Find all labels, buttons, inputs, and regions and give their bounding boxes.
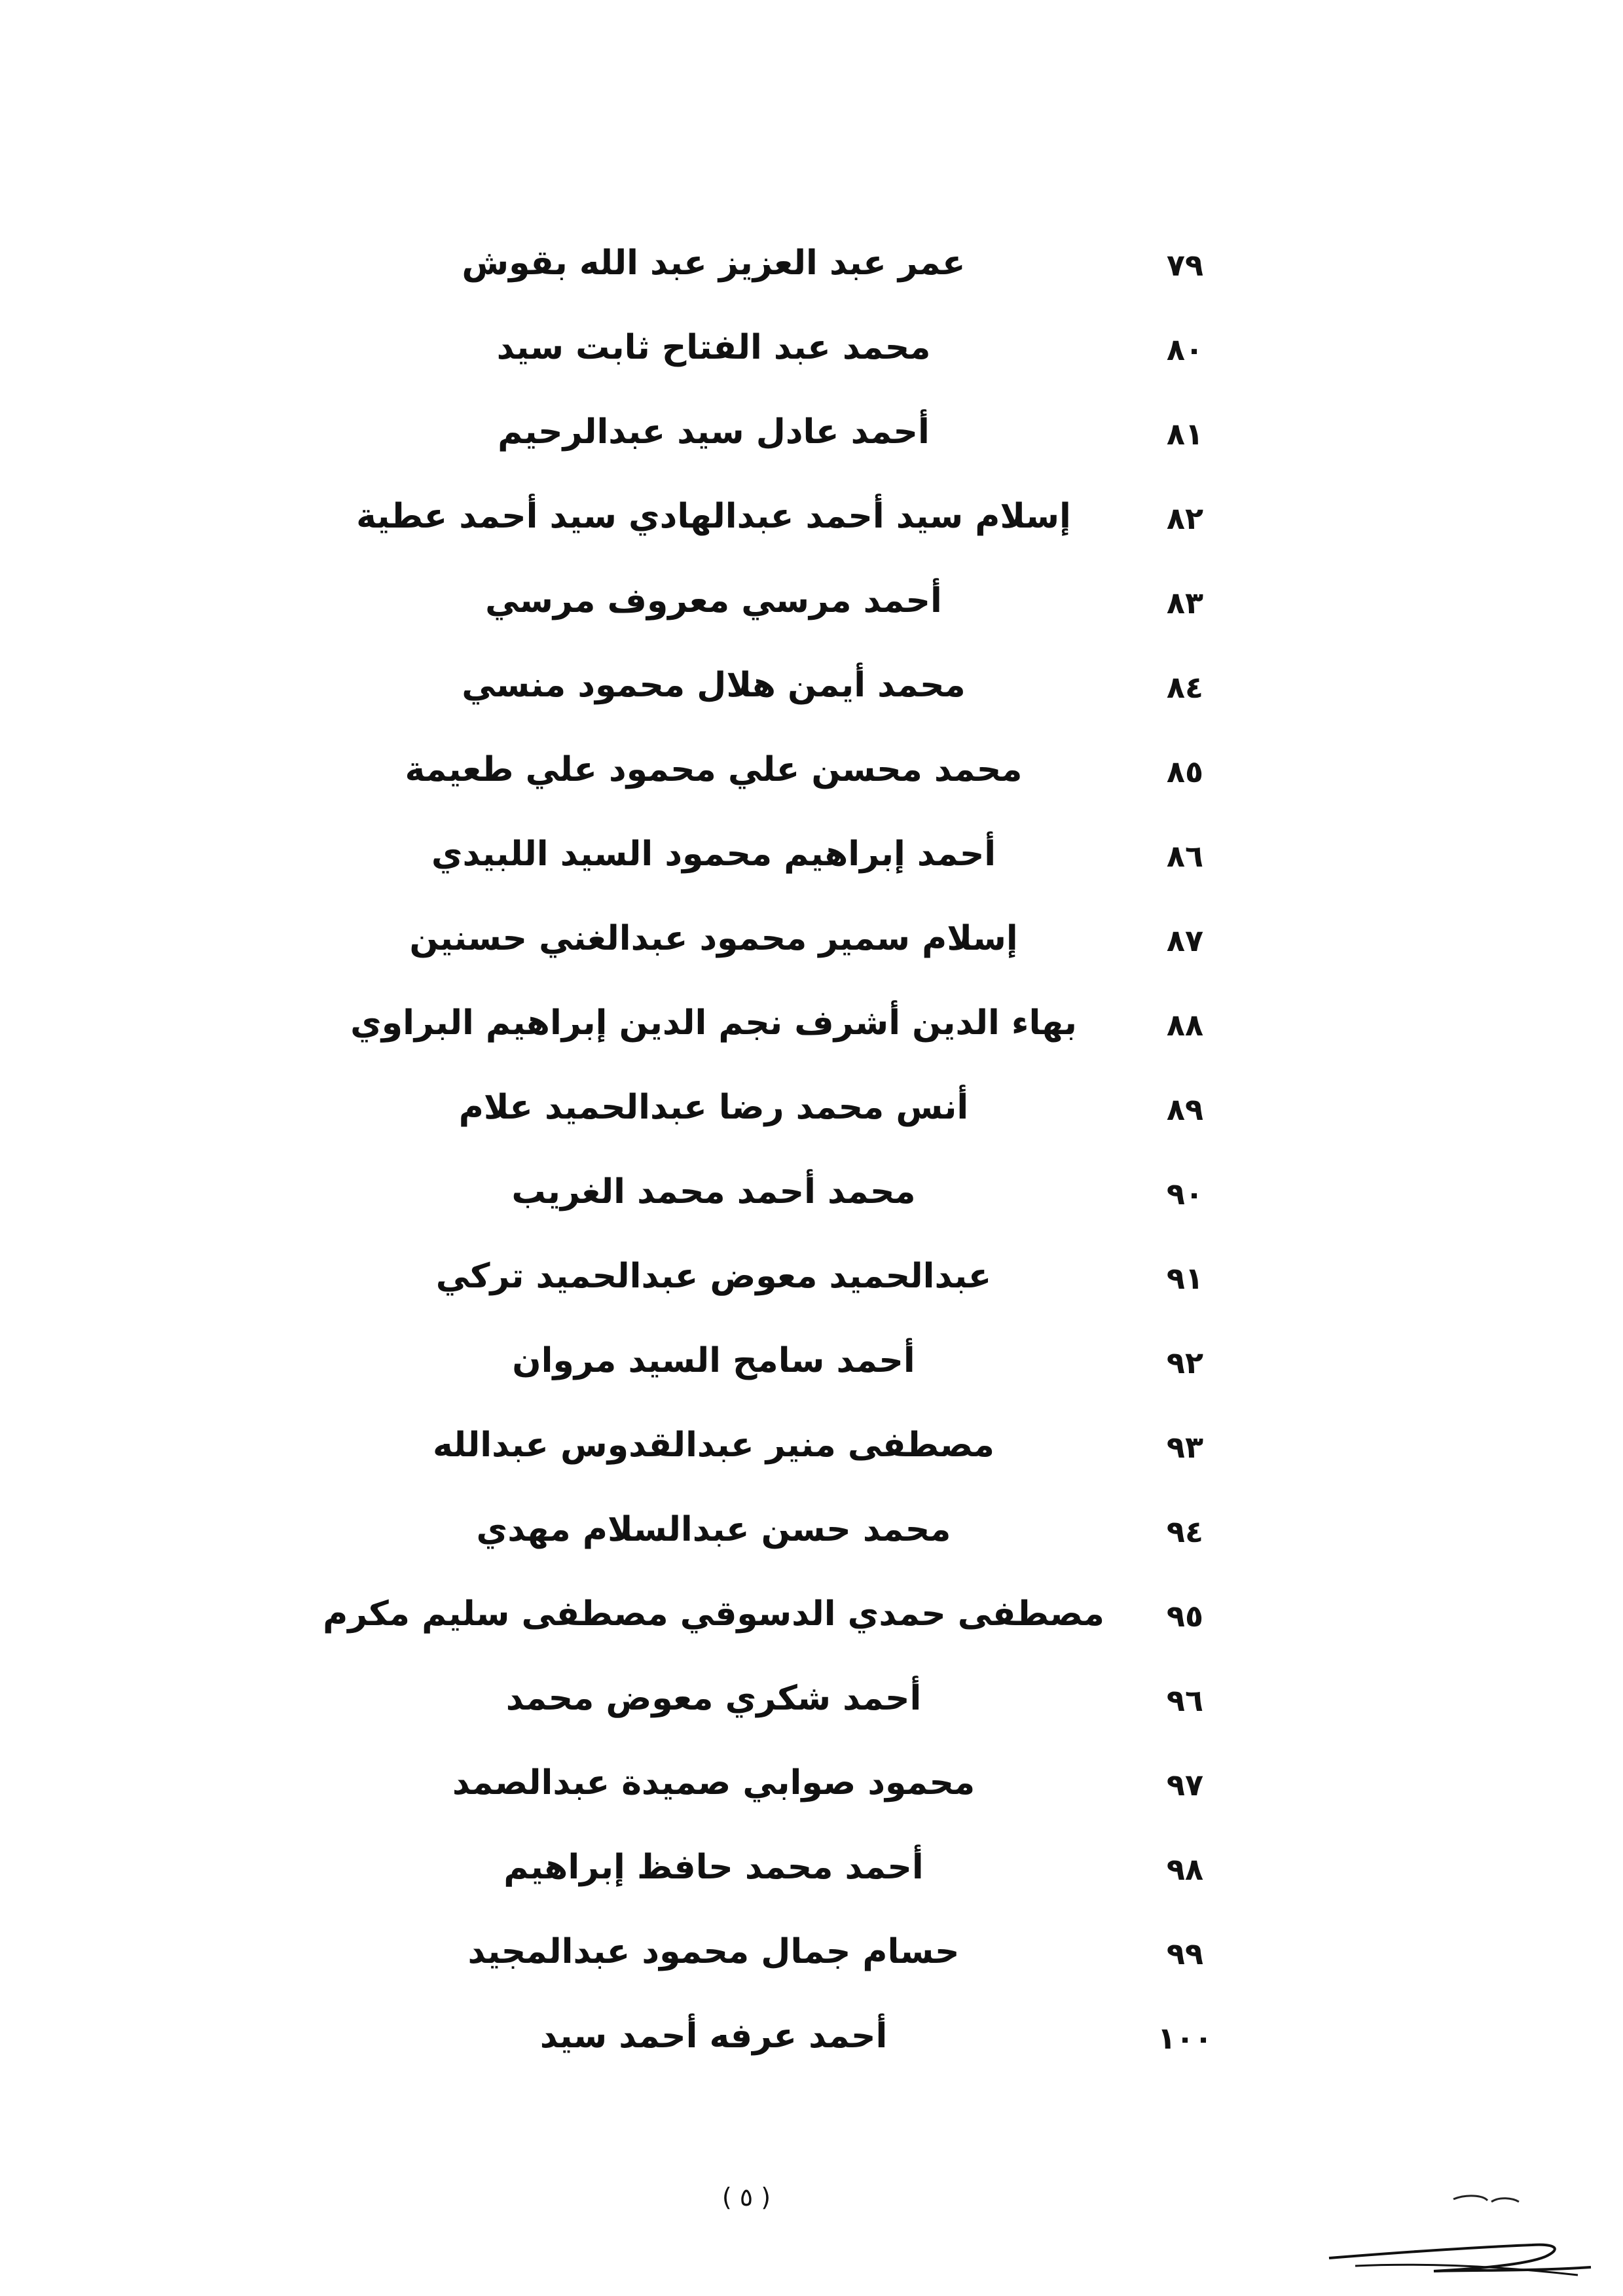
entry-number: ٧٩ [1166, 247, 1204, 283]
list-item [0, 1164, 1623, 1249]
entry-number: ٩٢ [1166, 1345, 1204, 1380]
entry-name: محمد محسن علي محمود علي طعيمة [405, 750, 1023, 789]
list-item [0, 320, 1623, 404]
entry-number: ٨٦ [1166, 838, 1204, 874]
entry-number: ٩٤ [1166, 1514, 1204, 1549]
list-item [0, 1840, 1623, 1924]
list-item [0, 1502, 1623, 1587]
entry-number: ٩٥ [1166, 1598, 1204, 1634]
list-item [0, 573, 1623, 658]
entry-name: بهاء الدين أشرف نجم الدين إبراهيم البراوي [350, 1003, 1077, 1043]
entry-number: ٩٠ [1166, 1176, 1204, 1211]
entry-number: ٨٥ [1166, 754, 1204, 789]
list-item [0, 1924, 1623, 2009]
entry-name: إسلام سمير محمود عبدالغني حسنين [409, 919, 1018, 958]
entry-name: أحمد إبراهيم محمود السيد اللبيدي [431, 834, 996, 874]
entry-number: ٨٠ [1166, 332, 1204, 367]
entry-name: مصطفى حمدي الدسوقي مصطفى سليم مكرم [323, 1594, 1104, 1634]
entry-number: ٨٣ [1166, 585, 1204, 620]
list-item [0, 1333, 1623, 1418]
list-item [0, 1587, 1623, 1671]
entry-number: ٨١ [1166, 416, 1204, 452]
entry-name: حسام جمال محمود عبدالمجيد [467, 1932, 960, 1971]
entry-number: ٩٧ [1166, 1767, 1204, 1803]
entry-number: ٨٧ [1166, 923, 1204, 958]
entry-name: أحمد محمد حافظ إبراهيم [503, 1848, 924, 1887]
entry-name: محمد أيمن هلال محمود منسي [462, 666, 966, 705]
entry-name: أحمد شكري معوض محمد [505, 1679, 922, 1718]
list-item [0, 489, 1623, 573]
list-item [0, 658, 1623, 742]
entry-number: ٩١ [1166, 1261, 1204, 1296]
entry-name: محمد أحمد محمد الغريب [511, 1172, 916, 1211]
page-number: ( ٥ ) [721, 2183, 771, 2212]
entry-number: ٨٨ [1166, 1007, 1204, 1043]
list-item [0, 742, 1623, 827]
names-list [0, 236, 1623, 2093]
entry-name: إسلام سيد أحمد عبدالهادي سيد أحمد عطية [356, 497, 1071, 536]
entry-name: أحمد عادل سيد عبدالرحيم [498, 412, 930, 452]
list-item [0, 2009, 1623, 2093]
list-item [0, 1080, 1623, 1164]
list-item [0, 404, 1623, 489]
list-item [0, 1418, 1623, 1502]
list-item [0, 996, 1623, 1080]
signature-icon [1316, 2179, 1604, 2284]
entry-number: ٨٩ [1166, 1092, 1204, 1127]
entry-name: أحمد سامح السيد مروان [512, 1341, 915, 1380]
entry-number: ٩٣ [1166, 1429, 1204, 1465]
entry-number: ١٠٠ [1157, 2020, 1213, 2056]
entry-number: ٩٦ [1166, 1683, 1204, 1718]
entry-name: أنس محمد رضا عبدالحميد علام [458, 1088, 969, 1127]
entry-name: مصطفى منير عبدالقدوس عبدالله [433, 1426, 994, 1465]
entry-number: ٨٤ [1166, 670, 1204, 705]
entry-name: محمد حسن عبدالسلام مهدي [476, 1510, 951, 1549]
entry-name: عمر عبد العزيز عبد الله بقوش [462, 243, 966, 283]
list-item [0, 236, 1623, 320]
list-item [0, 827, 1623, 911]
list-item [0, 1671, 1623, 1755]
list-item [0, 1249, 1623, 1333]
entry-name: محمود صوابي صميدة عبدالصمد [452, 1763, 976, 1803]
entry-number: ٩٩ [1166, 1936, 1204, 1971]
entry-name: أحمد مرسي معروف مرسي [485, 581, 942, 620]
entry-number: ٨٢ [1166, 501, 1204, 536]
entry-number: ٩٨ [1166, 1852, 1204, 1887]
entry-name: أحمد عرفه أحمد سيد [539, 2017, 888, 2056]
list-item [0, 1755, 1623, 1840]
entry-name: محمد عبد الفتاح ثابت سيد [496, 328, 931, 367]
entry-name: عبدالحميد معوض عبدالحميد تركي [435, 1257, 992, 1296]
list-item [0, 911, 1623, 996]
